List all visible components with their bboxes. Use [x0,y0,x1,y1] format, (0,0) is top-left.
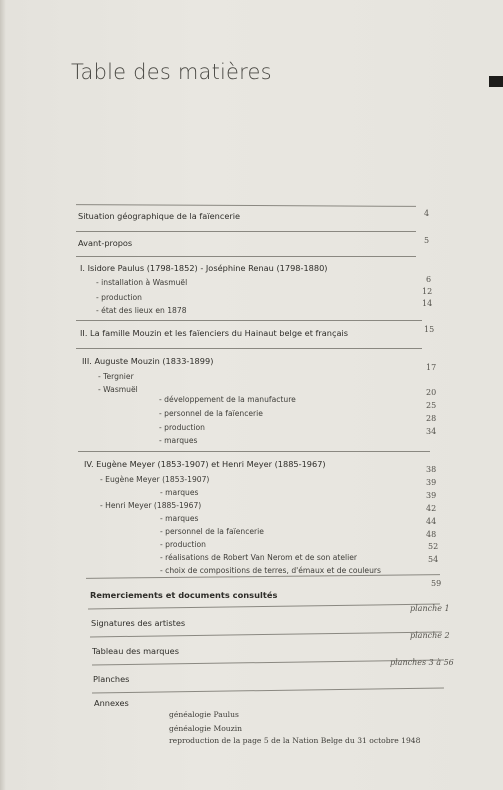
divider [76,204,416,207]
toc-page-number: 44 [426,517,437,526]
toc-subitem[interactable]: - personnel de la faïencerie [160,527,264,536]
toc-page-number: 4 [424,209,430,218]
toc-entry-tableau-des-marques[interactable]: Tableau des marques [92,646,179,656]
toc-subitem[interactable]: - Eugène Meyer (1853-1907) [100,475,210,484]
toc-page-number: 38 [426,465,437,474]
toc-subitem[interactable]: généalogie Paulus [169,710,239,719]
toc-subitem[interactable]: - développement de la manufacture [159,395,296,404]
toc-page-number: 54 [428,555,439,564]
toc-subitem[interactable]: - marques [160,514,199,523]
toc-subitem[interactable]: - production [160,540,206,549]
divider [76,256,416,257]
page-tab-marker [489,76,503,87]
toc-page-number: 6 [426,275,432,284]
divider [92,688,444,694]
toc-subitem[interactable]: - choix de compositions de terres, d'émaux et de couleurs [160,566,381,575]
toc-page-number: planches 3 à 56 [390,658,454,667]
toc-page-number: 39 [426,491,437,500]
divider [78,451,430,452]
divider [88,604,440,610]
toc-entry-remerciements[interactable]: Remerciements et documents consultés [90,590,278,600]
toc-section-4[interactable]: IV. Eugène Meyer (1853-1907) et Henri Meyer (1885-1967) [84,459,326,469]
toc-section-3[interactable]: III. Auguste Mouzin (1833-1899) [82,356,214,366]
toc-page-number: planche 2 [410,631,450,640]
divider [76,231,416,232]
toc-page-number: 15 [424,325,435,334]
toc-page-number: 48 [426,530,437,539]
toc-page-number: planche 1 [410,604,450,613]
toc-page-number: 12 [422,287,433,296]
toc-page-number: 34 [426,427,437,436]
divider [76,320,422,321]
page-title: Table des matières [71,60,272,84]
toc-subitem[interactable]: - réalisations de Robert Van Nerom et de son atelier [160,553,358,562]
toc-page-number: 39 [426,478,437,487]
page-edge-shadow [0,0,6,790]
toc-subitem[interactable]: - état des lieux en 1878 [96,306,187,315]
toc-entry-annexes[interactable]: Annexes [94,698,129,708]
divider [76,348,422,349]
toc-entry-signatures[interactable]: Signatures des artistes [91,618,186,628]
toc-subitem[interactable]: reproduction de la page 5 de la Nation Belge du 31 octobre 1948 [169,736,421,745]
toc-page-number: 17 [426,363,437,372]
toc-page-number: 5 [424,236,430,245]
toc-subitem[interactable]: - Wasmuël [98,385,138,394]
toc-page-number: 52 [428,542,439,551]
toc-page-number: 28 [426,414,437,423]
divider [90,632,442,638]
toc-page-number: 14 [422,299,433,308]
toc-subitem[interactable]: - marques [160,488,199,497]
toc-entry-avant-propos[interactable]: Avant-propos [78,238,133,248]
toc-subitem[interactable]: - marques [159,436,198,445]
toc-subitem[interactable]: - production [159,423,205,432]
toc-page-number: 20 [426,388,437,397]
toc-page-number: 59 [431,579,442,588]
toc-page-number: 25 [426,401,437,410]
toc-page-number: 42 [426,504,437,513]
toc-subitem[interactable]: - installation à Wasmuël [96,278,188,287]
toc-subitem[interactable]: - Tergnier [98,372,134,381]
toc-section-1[interactable]: I. Isidore Paulus (1798-1852) - Joséphine Renau (1798-1880) [80,263,328,273]
toc-entry-situation[interactable]: Situation géographique de la faïencerie [78,211,241,221]
toc-section-2[interactable]: II. La famille Mouzin et les faïenciers du Hainaut belge et français [80,328,349,338]
toc-subitem[interactable]: - Henri Meyer (1885-1967) [100,501,202,510]
toc-subitem[interactable]: - personnel de la faïencerie [159,409,263,418]
toc-subitem[interactable]: - production [96,293,142,302]
toc-entry-planches[interactable]: Planches [93,674,130,684]
toc-subitem[interactable]: généalogie Mouzin [169,724,243,733]
